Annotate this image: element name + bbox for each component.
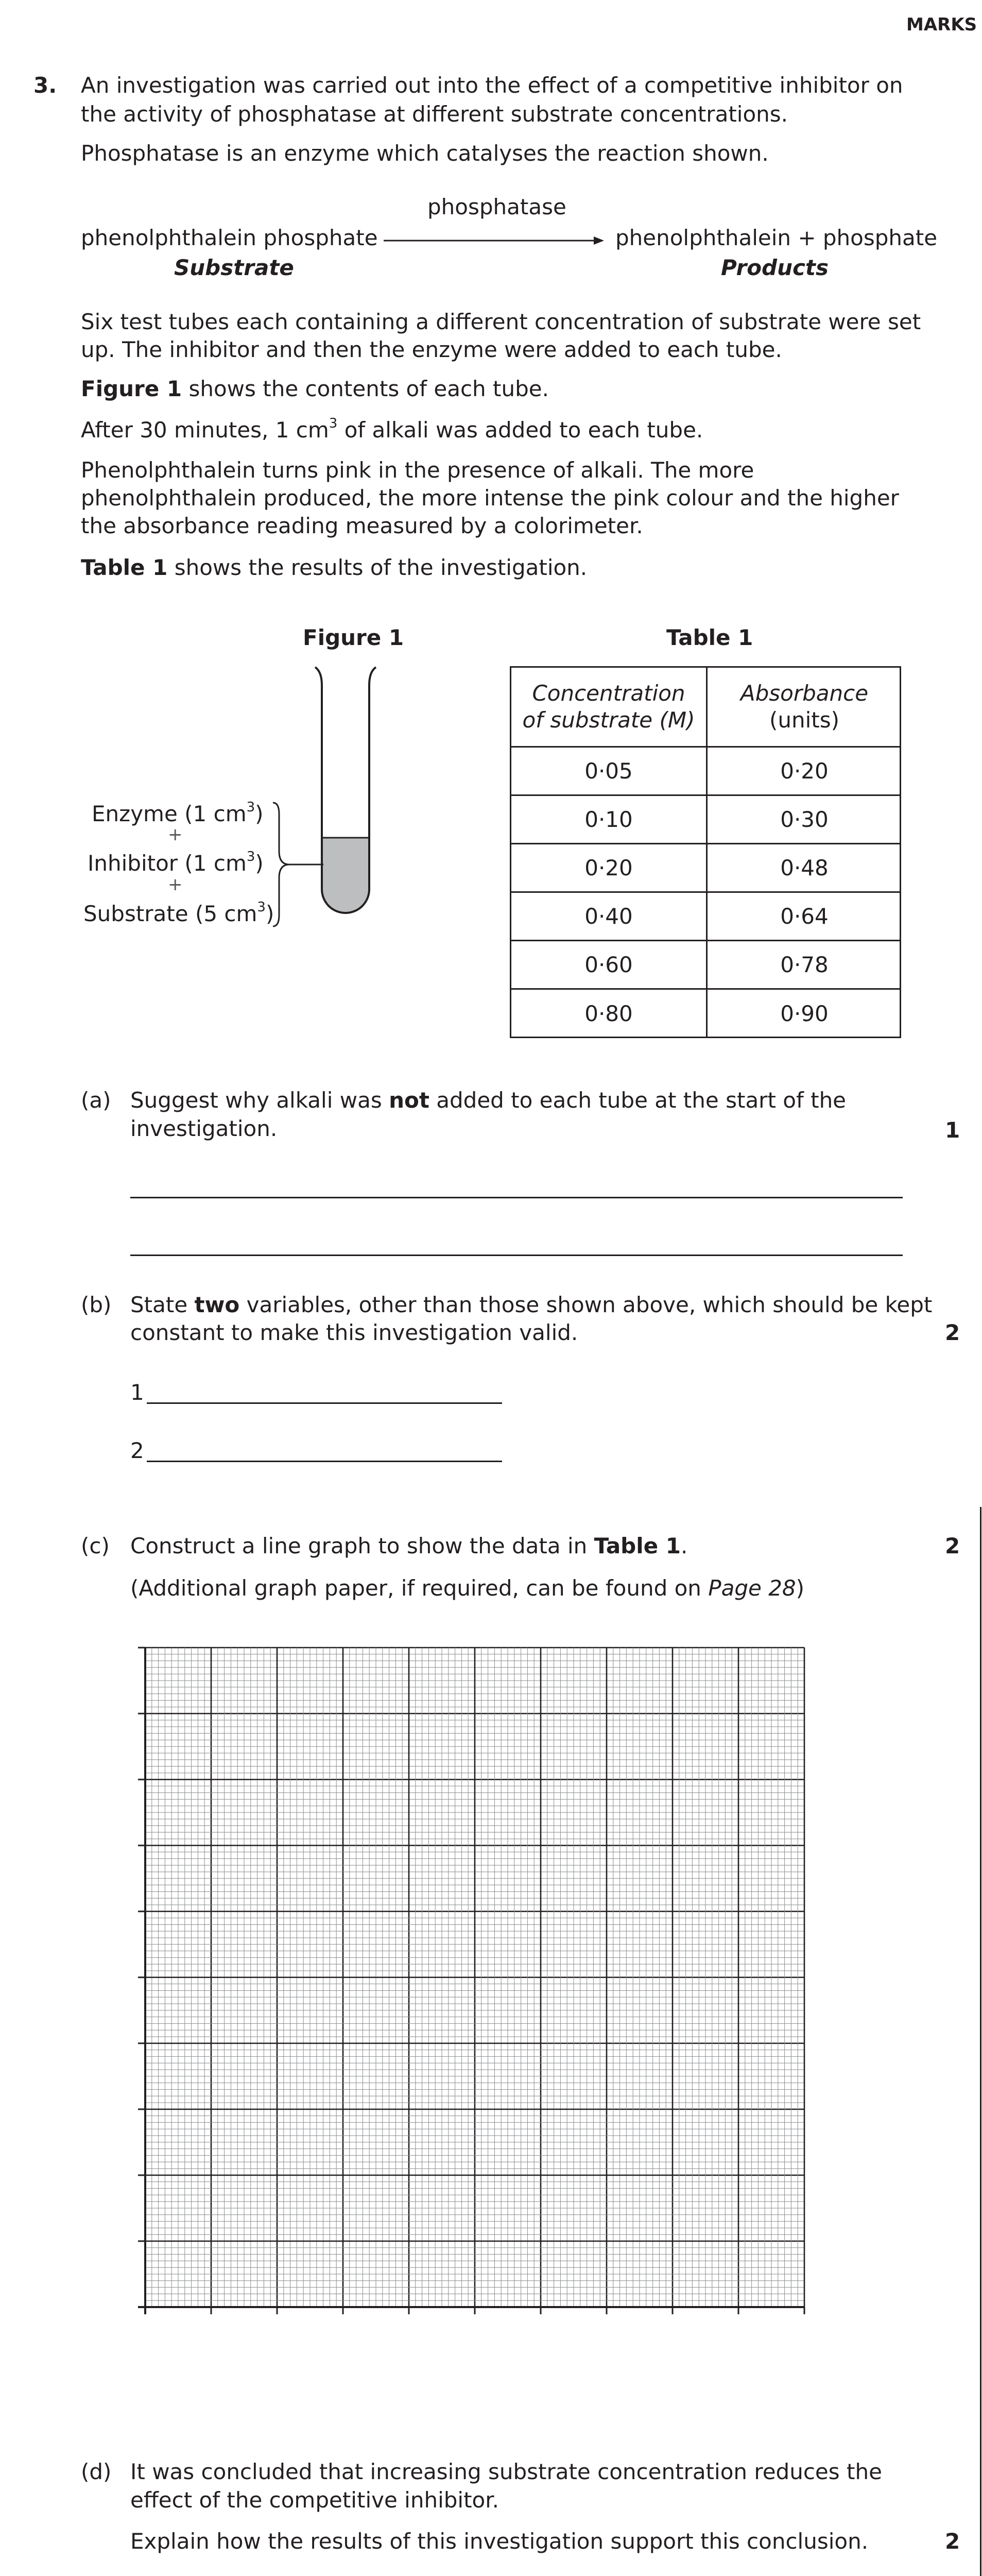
table-cell-concentration: 0·80 (584, 1001, 633, 1026)
enzyme-sup: 3 (246, 800, 255, 815)
table-ref-bold: Table 1 (81, 555, 168, 580)
alkali-line-sup: 3 (329, 416, 338, 431)
reaction-products-label: Products (721, 255, 829, 280)
tubes-line-1: Six test tubes each containing a different concentration of substrate were set (81, 309, 921, 334)
alkali-line (81, 416, 703, 445)
intro-line-1: An investigation was carried out into the effect of a competitive inhibitor on (81, 73, 903, 98)
results-table (510, 666, 901, 1038)
part-a-line-1 (130, 1086, 846, 1115)
part-c-line-2-post: ) (796, 1575, 805, 1601)
header-absorbance-line-2: (units) (769, 707, 840, 733)
tubes-line-2: up. The inhibitor and then the enzyme were added to each tube. (81, 337, 782, 362)
alkali-line-pre: After 30 minutes, 1 cm (81, 417, 329, 443)
table-cell-concentration: 0·40 (584, 903, 633, 929)
part-c-marks: 2 (945, 1533, 960, 1558)
enzyme-close: ) (255, 801, 264, 826)
inhibitor-text: Inhibitor (1 cm (88, 851, 247, 876)
part-d-line-3: Explain how the results of this investigation support this conclusion. (130, 2529, 869, 2554)
inhibitor-close: ) (255, 851, 264, 876)
table-row (511, 794, 900, 843)
graph-paper-grid[interactable] (130, 1643, 809, 2329)
table-cell-absorbance: 0·78 (780, 952, 829, 977)
substrate-sup: 3 (257, 900, 266, 915)
header-concentration-line-1: Concentration (532, 681, 685, 706)
answer-line[interactable] (130, 1255, 903, 1256)
part-b-line-2: constant to make this investigation valid. (130, 1320, 578, 1345)
table-1-title: Table 1 (666, 625, 753, 650)
part-b-post: variables, other than those shown above, which should be kept (239, 1292, 933, 1317)
margin-rule (980, 1507, 981, 2576)
substrate-text: Substrate (5 cm (83, 901, 257, 926)
intro-line-2: the activity of phosphatase at different substrate concentrations. (81, 101, 788, 127)
part-a-marks: 1 (945, 1117, 960, 1143)
part-a-pre: Suggest why alkali was (130, 1088, 389, 1113)
table-row (511, 746, 900, 794)
figure-1-title: Figure 1 (303, 625, 404, 650)
pheno-line-1: Phenolphthalein turns pink in the presence of alkali. The more (81, 457, 754, 483)
part-c-pre: Construct a line graph to show the data in (130, 1533, 594, 1558)
substrate-close: ) (265, 901, 274, 926)
part-a-label: (a) (81, 1088, 111, 1113)
part-c-post: . (680, 1533, 688, 1558)
figure-plus-1: + (168, 824, 183, 845)
table-cell-concentration: 0·05 (584, 758, 633, 784)
table-cell-concentration: 0·20 (584, 855, 633, 880)
question-number: 3. (33, 73, 57, 98)
table-cell-concentration: 0·10 (584, 806, 633, 832)
table-row (511, 940, 900, 988)
pheno-line-3: the absorbance reading measured by a colorimeter. (81, 513, 643, 538)
table-ref-rest: shows the results of the investigation. (167, 555, 588, 580)
table-header-absorbance (708, 668, 901, 746)
answer-line[interactable] (130, 1197, 903, 1198)
part-b-answer-2-number: 2 (130, 1438, 144, 1463)
figure-ref-bold: Figure 1 (81, 376, 182, 401)
figure-inhibitor-label (88, 849, 264, 878)
answer-line[interactable] (147, 1461, 502, 1462)
table-cell-concentration: 0·60 (584, 952, 633, 977)
reaction-arrow-icon (384, 234, 605, 247)
table-cell-absorbance: 0·64 (780, 903, 829, 929)
table-cell-absorbance: 0·48 (780, 855, 829, 880)
enzyme-text: Enzyme (1 cm (92, 801, 247, 826)
table-cell-absorbance: 0·30 (780, 806, 829, 832)
figure-ref-line (81, 375, 549, 403)
reaction-substrate-label: Substrate (174, 255, 294, 280)
enzyme-line: Phosphatase is an enzyme which catalyses the reaction shown. (81, 141, 769, 166)
inhibitor-sup: 3 (246, 849, 255, 865)
part-b-pre: State (130, 1292, 195, 1317)
part-c-line-2 (130, 1574, 804, 1603)
table-header-concentration (511, 668, 706, 746)
pheno-line-2: phenolphthalein produced, the more intense the pink colour and the higher (81, 485, 899, 511)
reaction-enzyme: phosphatase (427, 194, 566, 219)
reaction-products: phenolphthalein + phosphate (615, 225, 938, 250)
part-c-line-2-pre: (Additional graph paper, if required, can be found on (130, 1575, 709, 1601)
table-ref-line (81, 553, 587, 582)
figure-plus-2: + (168, 874, 183, 895)
header-absorbance-line-1: Absorbance (740, 681, 869, 706)
table-row (511, 988, 900, 1038)
table-row (511, 843, 900, 891)
part-d-label: (d) (81, 2459, 112, 2484)
part-c-line-1 (130, 1532, 687, 1561)
table-row (511, 891, 900, 940)
part-b-bold: two (194, 1292, 240, 1317)
part-b-marks: 2 (945, 1320, 960, 1345)
alkali-line-post: of alkali was added to each tube. (337, 417, 703, 443)
part-b-answer-1-number: 1 (130, 1380, 144, 1405)
reaction-substrate: phenolphthalein phosphate (81, 225, 378, 250)
answer-line[interactable] (147, 1402, 502, 1404)
table-cell-absorbance: 0·90 (780, 1001, 829, 1026)
marks-column-heading: MARKS (906, 14, 977, 35)
header-concentration-line-2: of substrate (M) (522, 707, 695, 733)
figure-substrate-label (83, 900, 274, 928)
part-a-post: added to each tube at the start of the (429, 1088, 847, 1113)
figure-ref-rest: shows the contents of each tube. (182, 376, 549, 401)
part-a-bold: not (389, 1088, 429, 1113)
table-cell-absorbance: 0·20 (780, 758, 829, 784)
part-d-marks: 2 (945, 2529, 960, 2554)
part-c-line-2-italic: Page 28 (708, 1575, 796, 1601)
part-b-label: (b) (81, 1292, 112, 1317)
part-c-label: (c) (81, 1533, 110, 1558)
part-b-line-1 (130, 1291, 932, 1319)
part-d-line-1: It was concluded that increasing substrate concentration reduces the (130, 2459, 882, 2484)
part-a-line-2: investigation. (130, 1116, 278, 1141)
part-d-line-2: effect of the competitive inhibitor. (130, 2487, 499, 2513)
part-c-bold: Table 1 (594, 1533, 681, 1558)
test-tube-icon (257, 665, 391, 933)
